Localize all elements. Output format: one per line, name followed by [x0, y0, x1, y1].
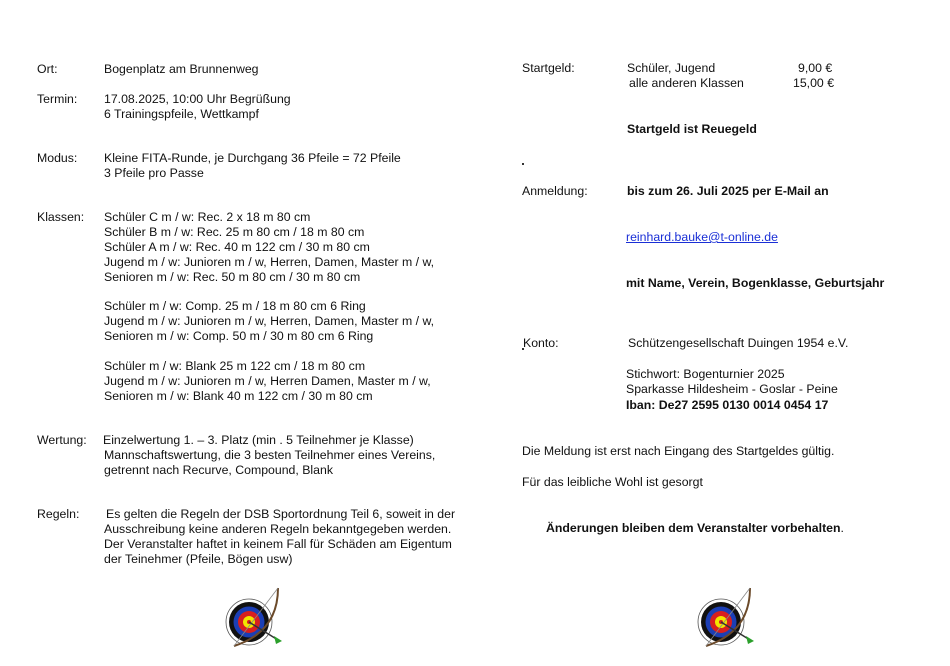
konto-holder: Schützengesellschaft Duingen 1954 e.V.	[628, 336, 849, 350]
klassen-recurve-line: Schüler C m / w: Rec. 2 x 18 m 80 cm	[104, 210, 311, 224]
meldung-text: Die Meldung ist erst nach Eingang des Startgeldes gültig.	[522, 444, 835, 458]
termin-label: Termin:	[37, 92, 78, 106]
modus-line: Kleine FITA-Runde, je Durchgang 36 Pfeile = 72 Pfeile	[104, 151, 401, 165]
startgeld-class-name: alle anderen Klassen	[629, 76, 744, 90]
klassen-compound-line: Senioren m / w: Comp. 50 m / 30 m 80 cm 6 Ring	[104, 329, 374, 343]
startgeld-class-name: Schüler, Jugend	[627, 61, 716, 75]
klassen-compound-line: Jugend m / w: Junioren m / w, Herren, Damen, Master m / w,	[104, 314, 435, 328]
archery-target-graphic	[698, 588, 754, 646]
modus-label: Modus:	[37, 151, 78, 165]
regeln-line: Ausschreibung keine anderen Regeln bekanntgegeben werden.	[104, 522, 452, 536]
klassen-compound-line: Schüler m / w: Comp. 25 m / 18 m 80 cm 6 Ring	[104, 299, 366, 313]
archery-target-graphic	[226, 588, 282, 646]
klassen-recurve-line: Schüler A m / w: Rec. 40 m 122 cm / 30 m 80 cm	[104, 240, 370, 254]
wohl-text: Für das leibliche Wohl ist gesorgt	[522, 475, 703, 489]
ort-label: Ort:	[37, 62, 58, 76]
konto-label: Konto:	[523, 336, 559, 350]
klassen-blank-line: Senioren m / w: Blank 40 m 122 cm / 30 m 80 cm	[104, 389, 373, 403]
anmeldung-deadline: bis zum 26. Juli 2025 per E-Mail an	[627, 184, 829, 198]
klassen-recurve-line: Jugend m / w: Junioren m / w, Herren, Damen, Master m / w,	[104, 255, 435, 269]
klassen-blank-line: Jugend m / w: Junioren m / w, Herren Damen, Master m / w,	[104, 374, 431, 388]
ort-value: Bogenplatz am Brunnenweg	[104, 62, 259, 76]
email-link[interactable]: reinhard.bauke@t-online.de	[626, 230, 778, 244]
wertung-line: Einzelwertung 1. – 3. Platz (min . 5 Teilnehmer je Klasse)	[103, 433, 414, 447]
startgeld-class-price: 15,00 €	[793, 76, 835, 90]
archery-target-icon	[218, 584, 288, 654]
regeln-line: Der Veranstalter haftet in keinem Fall für Schäden am Eigentum	[104, 537, 452, 551]
aenderungen-bold: Änderungen bleiben dem Veranstalter vorbehalten	[546, 521, 841, 535]
aenderungen-text	[546, 521, 844, 536]
anmeldung-info: mit Name, Verein, Bogenklasse, Geburtsjahr	[626, 276, 885, 290]
klassen-recurve-line: Senioren m / w: Rec. 50 m 80 cm / 30 m 80 cm	[104, 270, 361, 284]
wertung-label: Wertung:	[37, 433, 87, 447]
wertung-line: getrennt nach Recurve, Compound, Blank	[104, 463, 333, 477]
startgeld-class-price: 9,00 €	[798, 61, 833, 75]
aenderungen-period: .	[840, 521, 844, 535]
stray-dot	[522, 163, 524, 165]
termin-line: 6 Trainingspfeile, Wettkampf	[104, 107, 259, 121]
klassen-blank-line: Schüler m / w: Blank 25 m 122 cm / 18 m 80 cm	[104, 359, 366, 373]
konto-bank: Sparkasse Hildesheim - Goslar - Peine	[626, 382, 838, 396]
konto-stichwort: Stichwort: Bogenturnier 2025	[626, 367, 785, 381]
regeln-line: der Teinehmer (Pfeile, Bögen usw)	[104, 552, 293, 566]
startgeld-note: Startgeld ist Reuegeld	[627, 122, 757, 136]
startgeld-label: Startgeld:	[522, 61, 575, 75]
termin-line: 17.08.2025, 10:00 Uhr Begrüßung	[104, 92, 291, 106]
modus-line: 3 Pfeile pro Passe	[104, 166, 204, 180]
regeln-line: Es gelten die Regeln der DSB Sportordnung Teil 6, soweit in der	[106, 507, 456, 521]
regeln-label: Regeln:	[37, 507, 80, 521]
anmeldung-label: Anmeldung:	[522, 184, 588, 198]
klassen-recurve-line: Schüler B m / w: Rec. 25 m 80 cm / 18 m 80 cm	[104, 225, 365, 239]
klassen-label: Klassen:	[37, 210, 85, 224]
archery-target-icon	[690, 584, 760, 654]
konto-iban: Iban: De27 2595 0130 0014 0454 17	[626, 398, 829, 412]
wertung-line: Mannschaftswertung, die 3 besten Teilnehmer eines Vereins,	[104, 448, 436, 462]
